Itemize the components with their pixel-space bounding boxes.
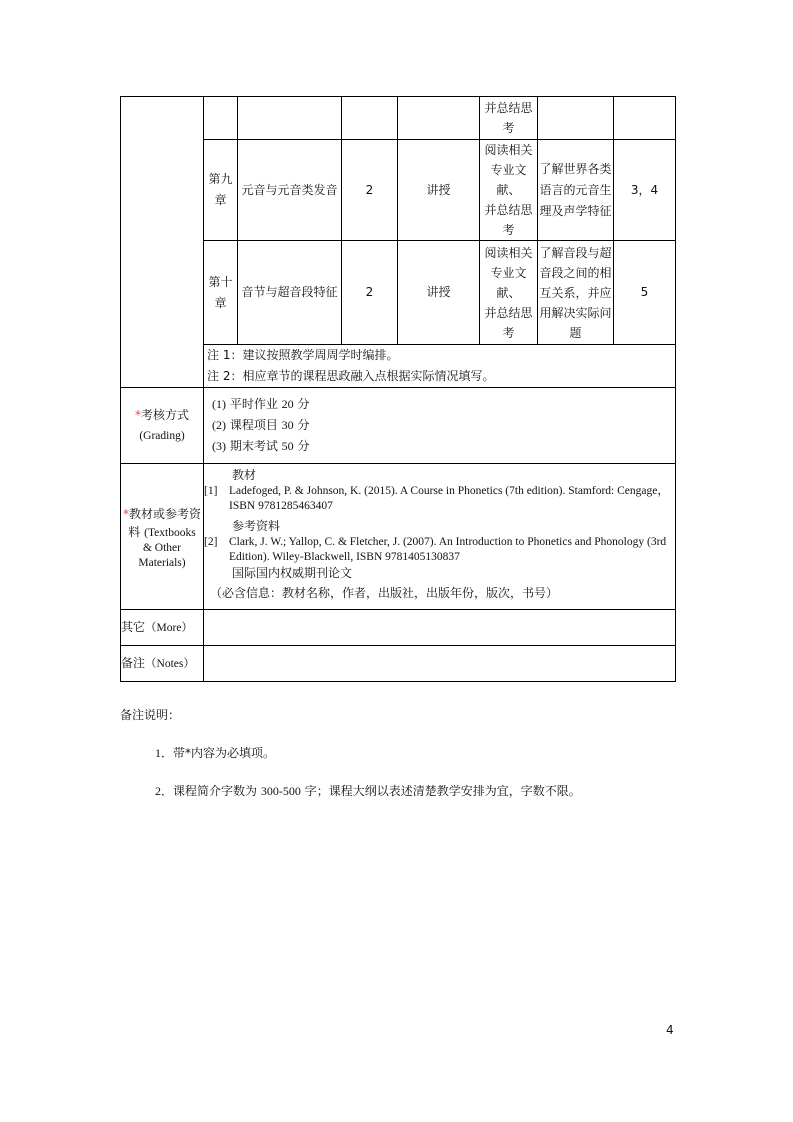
- remarks-content: [204, 646, 676, 682]
- method-cell: [398, 97, 480, 140]
- prep-cell: 阅读相关 专业文献、 并总结思 考: [480, 140, 538, 241]
- materials-label: *教材或参考资 料 (Textbooks & Other Materials): [121, 464, 204, 610]
- topic-cell: [238, 97, 342, 140]
- method-cell: 讲授: [398, 241, 480, 345]
- required-star: *: [134, 407, 141, 422]
- note-1: 注 1：建议按照教学周周学时编排。: [207, 348, 399, 362]
- textbook-heading: 教材: [232, 468, 257, 482]
- table-row: [121, 140, 676, 241]
- footer-title: 备注说明：: [120, 708, 181, 722]
- prep-cell: 阅读相关 专业文献、 并总结思 考: [480, 241, 538, 345]
- journal-heading: 国际国内权威期刊论文: [232, 566, 353, 580]
- reference-entry: [1] Ladefoged, P. & Johnson, K. (2015). A Course in Phonetics (7th edition). Stamford: Cengage，ISBN 9781285463407: [204, 485, 669, 512]
- grading-item: (3) 期末考试 50 分: [212, 439, 310, 453]
- hours-cell: 2: [342, 140, 398, 241]
- topic-cell: 元音与元音类发音: [238, 140, 342, 241]
- chapter-cell: 第十 章: [204, 241, 238, 345]
- remarks-row: [121, 646, 676, 682]
- materials-row: [121, 464, 676, 610]
- objective-cell: 了解世界各类 语言的元音生 理及声学特征: [538, 140, 614, 241]
- grading-item: (2) 课程项目 30 分: [212, 418, 310, 432]
- other-content: [204, 610, 676, 646]
- grading-row: [121, 388, 676, 464]
- required-info-note: （必含信息：教材名称，作者，出版社，出版年份，版次，书号）: [210, 586, 559, 600]
- goals-cell: 3，4: [614, 140, 676, 241]
- objective-cell: [538, 97, 614, 140]
- hours-cell: 2: [342, 241, 398, 345]
- page-number: 4: [666, 1023, 674, 1037]
- notes-row: [121, 345, 676, 388]
- topic-cell: 音节与超音段特征: [238, 241, 342, 345]
- chapter-cell: 第九 章: [204, 140, 238, 241]
- footer-item: 1．带*内容为必填项。: [155, 746, 276, 760]
- prep-cell: 并总结思 考: [480, 97, 538, 140]
- footer-notes: [120, 706, 581, 820]
- grading-item: (1) 平时作业 20 分: [212, 397, 310, 411]
- notes-cell: [204, 345, 676, 388]
- goals-cell: [614, 97, 676, 140]
- table-row: [121, 97, 676, 140]
- grading-label: *考核方式 (Grading): [121, 388, 204, 464]
- remarks-label: 备注（Notes）: [121, 646, 204, 682]
- reference-entry: [2] Clark, J. W.; Yallop, C. & Fletcher, J. (2007). An Introduction to Phonetics and Phonology (3rd Edition). Wiley-Blackwell, ISBN 9781405130837: [204, 536, 667, 563]
- goals-cell: 5: [614, 241, 676, 345]
- note-2: 注 2：相应章节的课程思政融入点根据实际情况填写。: [207, 369, 495, 383]
- footer-item: 2．课程简介字数为 300-500 字；课程大纲以表述清楚教学安排为宜，字数不限。: [155, 784, 581, 798]
- chapter-cell: [204, 97, 238, 140]
- reference-heading: 参考资料: [232, 519, 281, 533]
- required-star: *: [122, 506, 129, 521]
- hours-cell: [342, 97, 398, 140]
- method-cell: 讲授: [398, 140, 480, 241]
- table-row: [121, 241, 676, 345]
- grading-content: [204, 388, 676, 464]
- materials-content: [204, 464, 676, 610]
- objective-cell: 了解音段与超 音段之间的相 互关系，并应 用解决实际问 题: [538, 241, 614, 345]
- other-row: [121, 610, 676, 646]
- other-label: 其它（More）: [121, 610, 204, 646]
- schedule-label-cell: [121, 97, 204, 388]
- syllabus-table: [120, 96, 676, 682]
